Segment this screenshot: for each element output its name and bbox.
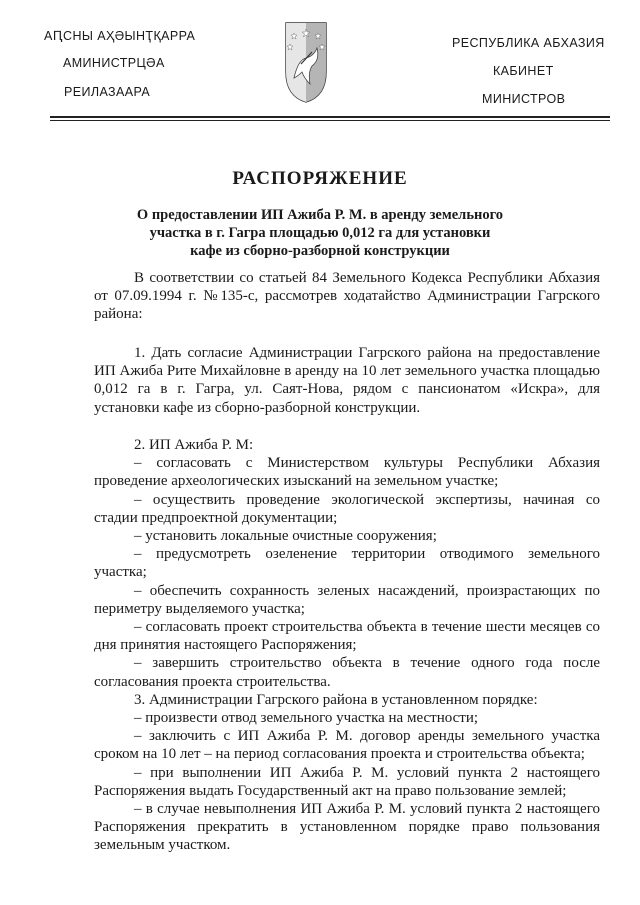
subject-line-3: кафе из сборно-разборной конструкции — [190, 243, 450, 259]
document-title: РАСПОРЯЖЕНИЕ — [232, 168, 408, 189]
point-2-item: – согласовать с Министерством культуры Республики Абхазия проведение археологических изысканий на земельном участке; — [94, 455, 600, 490]
point-2-item: – согласовать проект строительства объекта в течение шести месяцев со дня принятия настоящего Распоряжения; — [94, 619, 600, 654]
point-3-item: – произвести отвод земельного участка на местности; — [134, 710, 479, 727]
header-right-line-2: КАБИНЕТ — [493, 64, 554, 78]
preamble-paragraph — [94, 269, 600, 324]
point-2-item: – осуществить проведение экологической экспертизы, начиная со стадии предпроектной документации; — [94, 491, 600, 526]
subject-line-2: участка в г. Гагра площадью 0,012 га для установки — [149, 225, 491, 241]
header-left-line-3: РЕИЛАЗААРА — [64, 85, 151, 99]
point-1-paragraph — [94, 344, 600, 417]
point-3-item: – заключить с ИП Ажиба Р. М. договор аренды земельного участка сроком на 10 лет – на период согласования проекта и строительства объекта; — [94, 728, 600, 763]
point-2-heading: 2. ИП Ажиба Р. М: — [134, 437, 254, 453]
point-1-text: 1. Дать согласие Администрации Гагрского района на предоставление ИП Ажиба Рите Михайловне в аренду на 10 лет земельного участка площадью 0,012 га в г. Гагра, ул. Саят-Нова, рядом с пансионатом «Искра», для установки кафе из сборно-разборной конструкции. — [94, 345, 600, 416]
preamble-text: В соответствии со статьей 84 Земельного Кодекса Республики Абхазия от 07.09.1994 г. №135-с, рассмотрев ходатайство Администрации Гагрского района: — [94, 270, 600, 323]
subject-line-1: О предоставлении ИП Ажиба Р. М. в аренду земельного — [136, 207, 504, 223]
point-2-item: – предусмотреть озеленение территории отводимого земельного участка; — [94, 546, 600, 581]
document-subject — [0, 206, 640, 260]
header-right-line-1: РЕСПУБЛИКА АБХАЗИЯ — [452, 36, 605, 50]
points-2-3-block — [94, 436, 600, 855]
header-left-line-2: АМИНИСТРЦӘА — [63, 56, 165, 70]
header-divider-thin — [50, 120, 610, 121]
point-3-heading: 3. Администрации Гагрского района в установленном порядке: — [134, 691, 538, 708]
point-3-item: – при выполнении ИП Ажиба Р. М. условий пункта 2 настоящего Распоряжения выдать Государственный акт на право пользование землей; — [94, 764, 600, 799]
header-divider-thick — [50, 116, 610, 118]
header-right-line-3: МИНИСТРОВ — [482, 92, 566, 106]
point-2-item: – установить локальные очистные сооружения; — [134, 528, 437, 545]
point-2-item: – завершить строительство объекта в течение одного года после согласования проекта строительства. — [94, 655, 600, 690]
point-3-item: – в случае невыполнения ИП Ажиба Р. М. условий пункта 2 настоящего Распоряжения прекратить в установленном порядке право пользования земельным участком. — [94, 801, 600, 854]
point-2-item: – обеспечить сохранность зеленых насаждений, произрастающих по периметру выделяемого участка; — [94, 582, 600, 617]
header-left-line-1: АԤСНЫ АҲӘЫНҬҚАРРА — [44, 29, 196, 43]
coat-of-arms-icon — [284, 20, 328, 104]
